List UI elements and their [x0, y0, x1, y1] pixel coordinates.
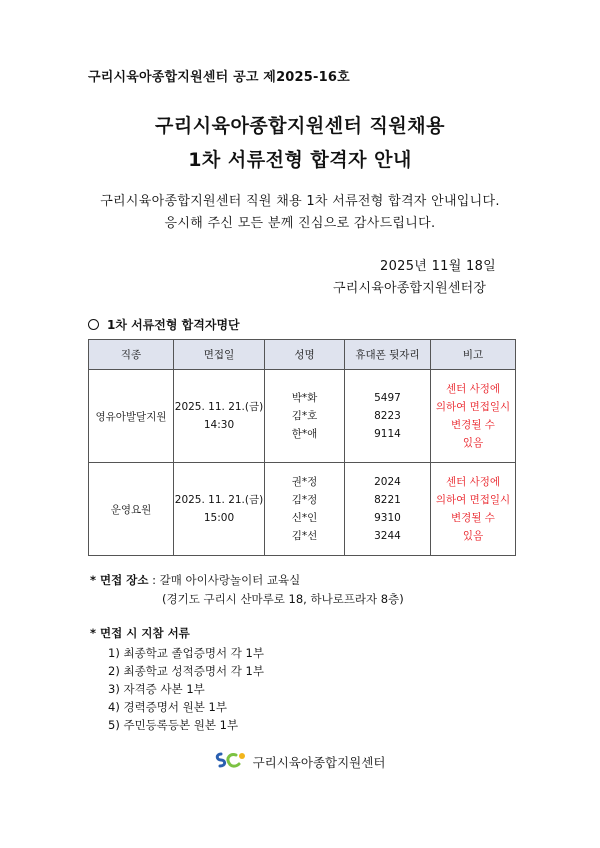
interview-address: (경기도 구리시 산마루로 18, 하나로프라자 8층) [162, 592, 404, 606]
documents-list [108, 644, 264, 734]
interview-place-value: : 갈매 아이사랑놀이터 교육실 [152, 573, 301, 587]
cell-interview-date [174, 370, 265, 463]
guri-center-logo-icon [215, 748, 249, 775]
applicant-name: 김*정 [291, 494, 318, 506]
interview-time: 14:30 [203, 419, 235, 431]
list-item: 3) 자격증 사본 1부 [108, 682, 205, 696]
phone-suffix: 8221 [374, 494, 401, 506]
cell-interview-date [174, 463, 265, 556]
cell-phones [345, 370, 431, 463]
interview-date: 2025. 11. 21.(금) [174, 494, 264, 506]
note-text: 있음 [462, 437, 484, 449]
interview-date: 2025. 11. 21.(금) [174, 401, 264, 413]
cell-note [431, 463, 516, 556]
section-heading [88, 316, 240, 333]
documents-title: * 면접 시 지참 서류 [90, 626, 190, 640]
interview-place-label: * 면접 장소 [90, 573, 149, 587]
table-header-row [89, 340, 516, 370]
passers-table [88, 339, 516, 556]
applicant-name: 김*호 [291, 410, 318, 422]
intro-line2: 응시해 주신 모든 분께 진심으로 감사드립니다. [164, 216, 436, 231]
circle-bullet-icon [88, 319, 99, 330]
issuer-name: 구리시육아종합지원센터장 [333, 281, 487, 296]
note-text: 변경될 수 [451, 512, 495, 524]
phone-suffix: 5497 [374, 392, 401, 404]
notice-number: 구리시육아종합지원센터 공고 제2025-16호 [88, 70, 350, 85]
table-row [89, 463, 516, 556]
cell-names [265, 463, 345, 556]
phone-suffix: 3244 [374, 530, 401, 542]
note-text: 변경될 수 [451, 419, 495, 431]
header-note: 비고 [431, 340, 516, 370]
applicant-name: 박*화 [291, 392, 318, 404]
list-item: 1) 최종학교 졸업증명서 각 1부 [108, 646, 264, 660]
table-row [89, 370, 516, 463]
list-item: 4) 경력증명서 원본 1부 [108, 700, 227, 714]
phone-suffix: 9114 [374, 428, 401, 440]
section-title: 1차 서류전형 합격자명단 [107, 318, 240, 332]
note-text: 센터 사정에 [445, 476, 501, 488]
cell-note [431, 370, 516, 463]
header-interview-date: 면접일 [174, 340, 265, 370]
intro-line1: 구리시육아종합지원센터 직원 채용 1차 서류전형 합격자 안내입니다. [100, 194, 500, 209]
page-title-line1: 구리시육아종합지원센터 직원채용 [155, 115, 445, 137]
phone-suffix: 2024 [374, 476, 401, 488]
applicant-name: 김*선 [291, 530, 318, 542]
list-item: 2) 최종학교 성적증명서 각 1부 [108, 664, 264, 678]
applicant-name: 한*애 [291, 428, 318, 440]
footer-org-name: 구리시육아종합지원센터 [252, 754, 386, 770]
note-text: 의하여 면접일시 [435, 401, 511, 413]
header-job: 직종 [89, 340, 174, 370]
header-phone: 휴대폰 뒷자리 [345, 340, 431, 370]
note-text: 있음 [462, 530, 484, 542]
note-text: 센터 사정에 [445, 383, 501, 395]
cell-job: 영유아발달지원 [89, 370, 174, 463]
cell-job: 운영요원 [89, 463, 174, 556]
cell-phones [345, 463, 431, 556]
header-name: 성명 [265, 340, 345, 370]
page-title-line2: 1차 서류전형 합격자 안내 [188, 149, 412, 171]
applicant-name: 신*인 [291, 512, 318, 524]
interview-place [90, 572, 300, 588]
interview-time: 15:00 [203, 512, 235, 524]
applicant-name: 권*정 [291, 476, 318, 488]
issue-date: 2025년 11월 18일 [380, 259, 497, 274]
footer [0, 748, 600, 775]
list-item: 5) 주민등록등본 원본 1부 [108, 718, 239, 732]
note-text: 의하여 면접일시 [435, 494, 511, 506]
phone-suffix: 9310 [374, 512, 401, 524]
cell-names [265, 370, 345, 463]
phone-suffix: 8223 [374, 410, 401, 422]
